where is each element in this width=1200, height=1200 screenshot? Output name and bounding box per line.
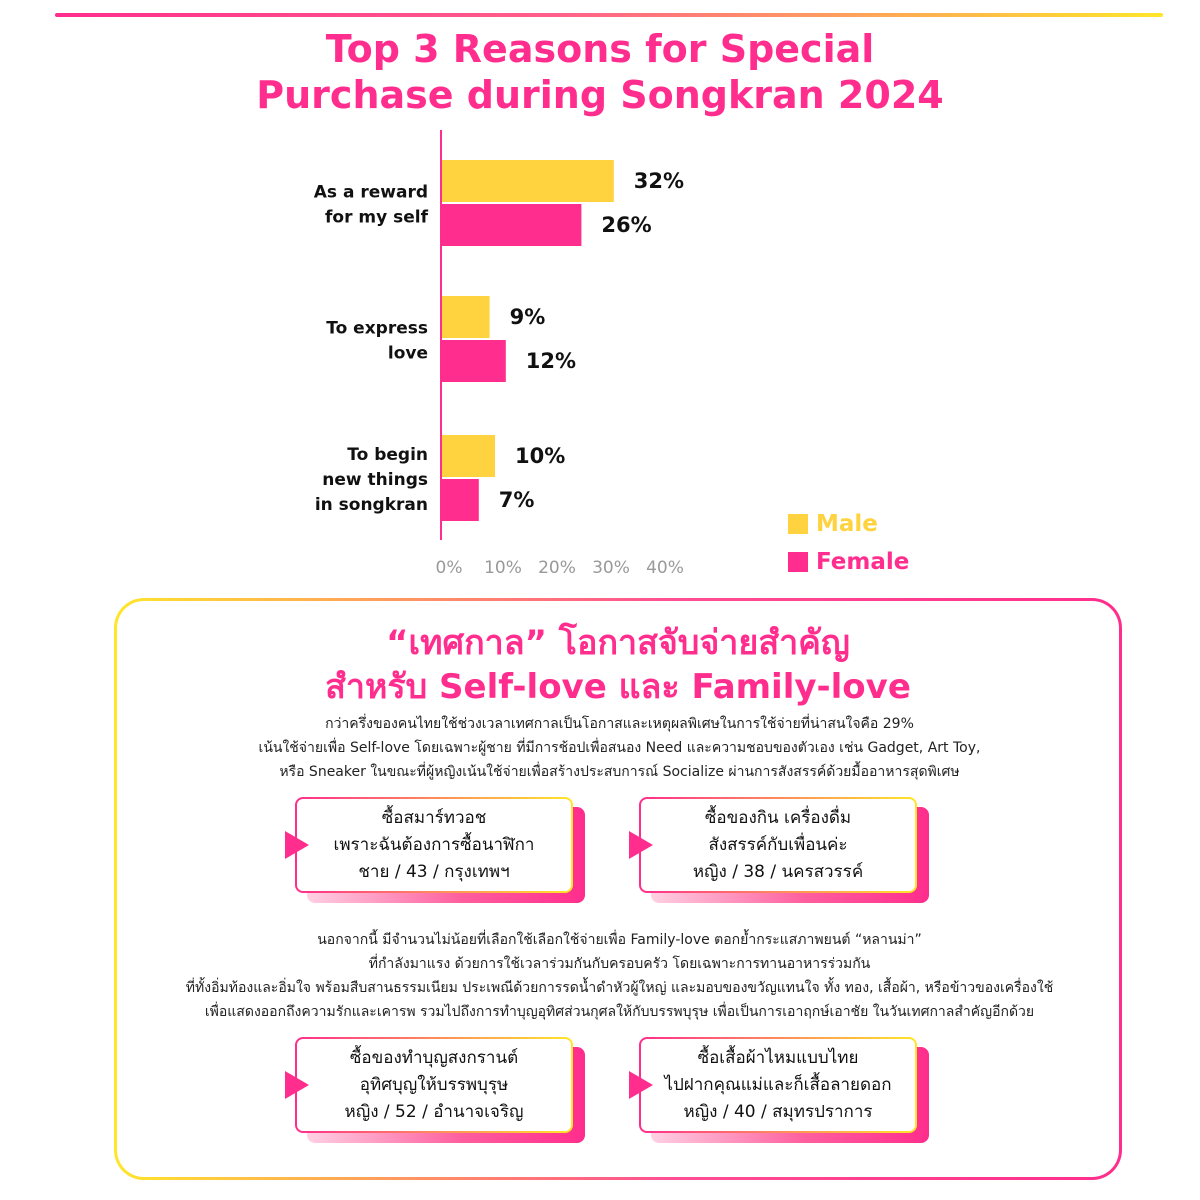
quote-line: หญิง / 40 / สมุทรปราการ [683, 1101, 873, 1122]
bar-female [441, 204, 581, 246]
paragraph-family-love [132, 928, 1107, 1024]
quote-card [295, 1037, 573, 1133]
panel-title [117, 621, 1119, 709]
x-tick-label: 30% [592, 558, 630, 578]
quote-card [639, 1037, 917, 1133]
top-divider [55, 13, 1163, 17]
quote-line: หญิง / 38 / นครสวรรค์ [692, 861, 864, 882]
category-label: in songkran [314, 495, 428, 515]
category-label: new things [322, 470, 428, 490]
quote-line: สังสรรค์กับเพื่อนค่ะ [708, 834, 848, 855]
chart-title [0, 26, 1200, 118]
legend-item-male [788, 505, 909, 543]
paragraph-line: เน้นใช้จ่ายเพื่อ Self-love โดยเฉพาะผู้ชาย ที่มีการช้อปเพื่อสนอง Need และความชอบของตัวเอง เช่น Gadget, Art Toy, [258, 740, 981, 756]
x-tick-label: 20% [538, 558, 576, 578]
data-label: 7% [498, 488, 535, 512]
category-label: As a reward [313, 182, 428, 203]
legend-swatch-female [788, 552, 808, 572]
quote-line: หญิง / 52 / อำนาจเจริญ [344, 1101, 524, 1122]
legend-label-male: Male [816, 511, 878, 537]
quote-card-body [295, 1037, 573, 1133]
quote-line: อุทิศบุญให้บรรพบุรุษ [359, 1074, 509, 1095]
legend-item-female [788, 543, 909, 581]
panel-title-line-1: “เทศกาล” โอกาสจับจ่ายสำคัญ [386, 623, 850, 663]
quote-card-body [295, 797, 573, 893]
category-label: for my self [325, 207, 428, 228]
paragraph-line: นอกจากนี้ มีจำนวนไม่น้อยที่เลือกใช้เลือกใช้จ่ายเพื่อ Family-love ตอกย้ำกระแสภาพยนต์ “หลานม่า” [317, 932, 922, 948]
bar-chart [0, 130, 760, 580]
paragraph-line: ที่ทั้งอิ่มท้องและอิ่มใจ พร้อมสืบสานธรรมเนียม ประเพณีด้วยการรดน้ำดำหัวผู้ใหญ่ และมอบของขวัญแทนใจ ทั้ง ทอง, เสื้อผ้า, หรือข้าวของเครื่องใช้ [185, 980, 1054, 996]
legend-label-female: Female [816, 549, 910, 575]
legend [788, 505, 909, 581]
paragraph-line: ที่กำลังมาแรง ด้วยการใช้เวลาร่วมกันกับครอบครัว โดยเฉพาะการทานอาหารร่วมกัน [368, 956, 871, 972]
quote-line: เพราะฉันต้องการซื้อนาฬิกา [333, 834, 535, 855]
bar-male [441, 160, 614, 202]
paragraph-line: หรือ Sneaker ในขณะที่ผู้หญิงเน้นใช้จ่ายเพื่อสร้างประสบการณ์ Socialize ผ่านการสังสรรค์ด้วยมื้ออาหารสุดพิเศษ [279, 764, 960, 780]
quote-line: ซื้อของทำบุญสงกรานต์ [349, 1047, 519, 1068]
quote-card-body [639, 1037, 917, 1133]
quote-line: ไปฝากคุณแม่และก็เสื้อลายดอก [664, 1074, 892, 1095]
quote-line: ซื้อเสื้อผ้าไหมแบบไทย [697, 1047, 859, 1068]
play-arrow-icon [629, 1071, 653, 1099]
quote-line: ซื้อสมาร์ทวอช [381, 807, 487, 828]
category-label: To express [326, 318, 428, 339]
paragraph-line: เพื่อแสดงออกถึงความรักและเคารพ รวมไปถึงการทำบุญอุทิศส่วนกุศลให้กับบรรพบุรุษ เพื่อเป็นการเอาฤกษ์เอาชัย ในวันเทศกาลสำคัญอีกด้วย [204, 1004, 1035, 1020]
bar-male [441, 296, 490, 338]
insight-panel-body [117, 601, 1119, 1177]
data-label: 10% [515, 444, 566, 468]
panel-title-line-2: สำหรับ Self-love และ Family-love [325, 667, 911, 707]
data-label: 9% [509, 305, 546, 329]
x-tick-label: 40% [646, 558, 684, 578]
quote-card-body [639, 797, 917, 893]
paragraph-line: กว่าครึ่งของคนไทยใช้ช่วงเวลาเทศกาลเป็นโอกาสและเหตุผลพิเศษในการใช้จ่ายที่น่าสนใจคือ 29% [325, 716, 914, 732]
data-label: 12% [525, 349, 577, 373]
play-arrow-icon [285, 1071, 309, 1099]
data-label: 26% [601, 213, 652, 237]
category-label: To begin [347, 445, 428, 465]
chart-title-line-1: Top 3 Reasons for Special [325, 27, 875, 71]
chart-title-line-2: Purchase during Songkran 2024 [256, 73, 944, 117]
play-arrow-icon [285, 831, 309, 859]
quote-card [639, 797, 917, 893]
play-arrow-icon [629, 831, 653, 859]
category-label: love [387, 343, 428, 364]
quote-line: ชาย / 43 / กรุงเทพฯ [358, 861, 510, 882]
x-tick-label: 10% [484, 558, 522, 578]
quote-line: ซื้อของกิน เครื่องดื่ม [704, 807, 852, 828]
data-label: 32% [633, 169, 685, 193]
paragraph-self-love [132, 712, 1107, 784]
legend-swatch-male [788, 514, 808, 534]
bar-female [441, 340, 506, 382]
bar-male [441, 435, 495, 477]
bar-female [441, 479, 479, 521]
insight-panel [114, 598, 1122, 1180]
x-tick-label: 0% [435, 558, 463, 578]
quote-card [295, 797, 573, 893]
